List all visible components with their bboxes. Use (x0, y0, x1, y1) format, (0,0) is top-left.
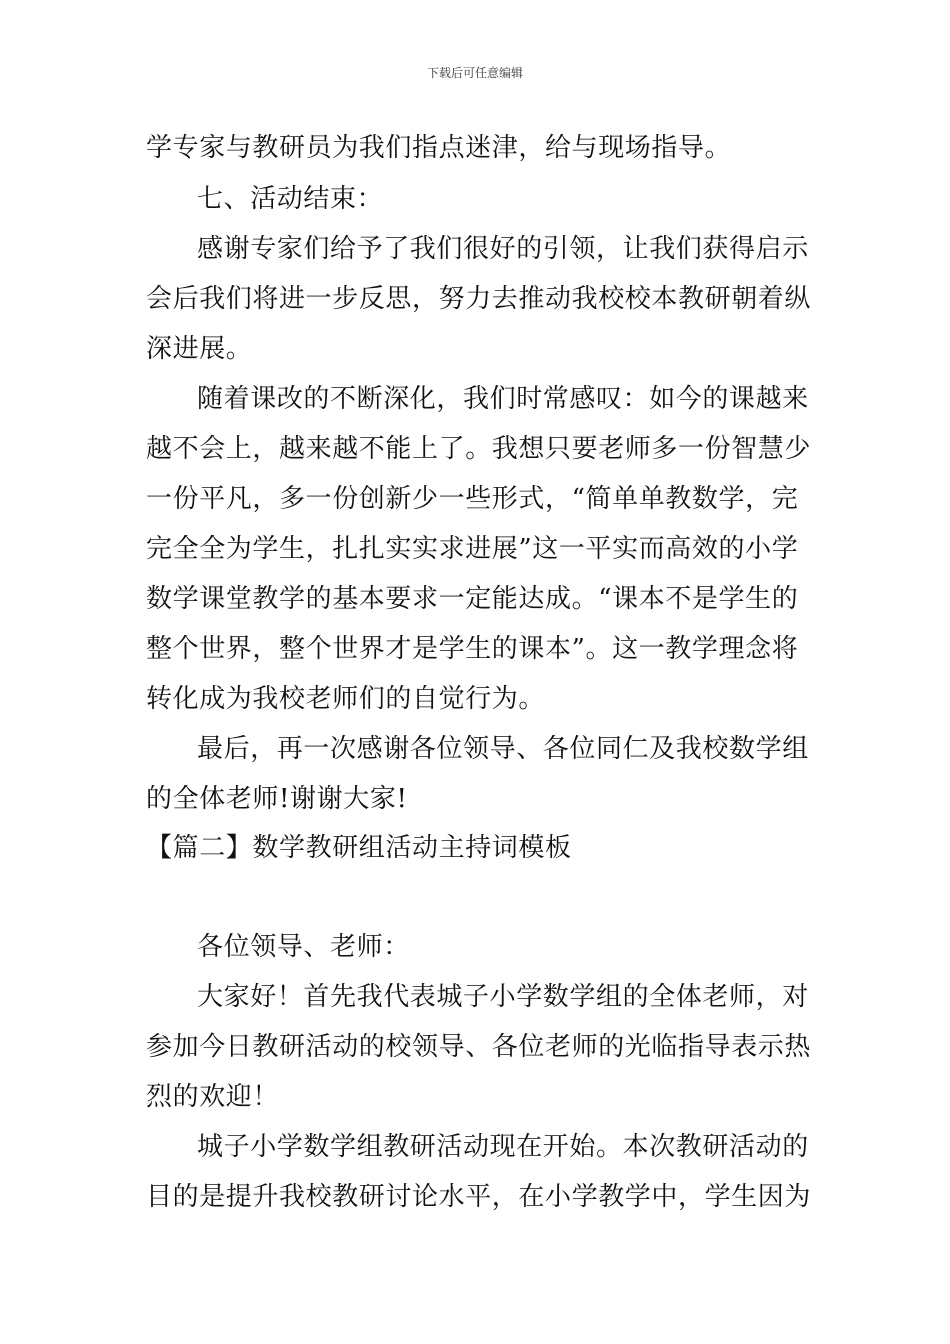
text-line: 整个世界，整个世界才是学生的课本”。这一教学理念将 (146, 634, 799, 664)
text-line: 数学课堂教学的基本要求一定能达成。“课本不是学生的 (146, 584, 799, 614)
text-line: 会后我们将进一步反思，努力去推动我校校本教研朝着纵 (146, 284, 812, 314)
text-line: 随着课改的不断深化，我们时常感叹：如今的课越来 (197, 384, 809, 414)
text-line: 烈的欢迎！ (146, 1082, 280, 1112)
text-line: 大家好！首先我代表城子小学数学组的全体老师，对 (197, 982, 809, 1012)
text-line: 感谢专家们给予了我们很好的引领，让我们获得启示 (197, 234, 809, 264)
salutation: 各位领导、老师： (197, 932, 410, 962)
text-line: 城子小学数学组教研活动现在开始。本次教研活动的 (197, 1132, 809, 1162)
text-line: 完全全为学生，扎扎实实求进展”这一平实而高效的小学 (146, 534, 799, 564)
text-line: 最后，再一次感谢各位领导、各位同仁及我校数学组 (197, 734, 809, 764)
section-heading: 七、活动结束： (197, 184, 384, 214)
text-line: 深进展。 (146, 334, 253, 364)
text-line: 一份平凡，多一份创新少一些形式，“简单单教数学，完 (146, 484, 799, 514)
text-line: 学专家与教研员为我们指点迷津，给与现场指导。 (146, 133, 732, 163)
text-line: 转化成为我校老师们的自觉行为。 (146, 684, 546, 714)
page-header: 下载后可任意编辑 (426, 66, 523, 80)
text-line: 越不会上，越来越不能上了。我想只要老师多一份智慧少 (146, 434, 812, 464)
text-line: 参加今日教研活动的校领导、各位老师的光临指导表示热 (146, 1032, 812, 1062)
text-line: 的全体老师!谢谢大家! (146, 784, 408, 814)
text-line: 目的是提升我校教研讨论水平，在小学教学中，学生因为 (146, 1182, 812, 1212)
section-title: 【篇二】数学教研组活动主持词模板 (146, 833, 572, 863)
